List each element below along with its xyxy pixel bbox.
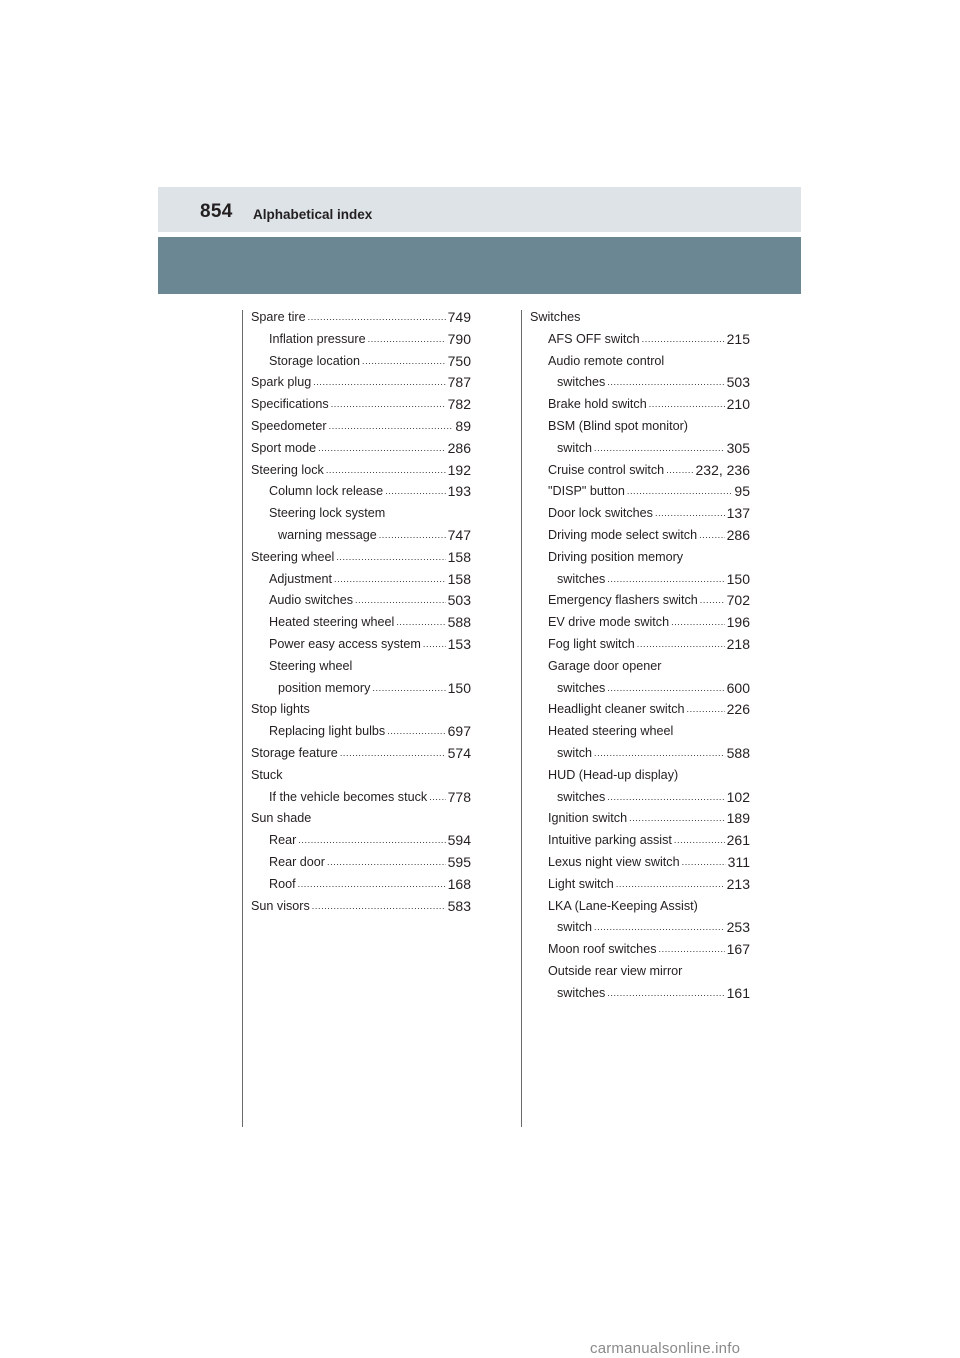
- leader-dots: [687, 699, 725, 721]
- index-entry: [251, 503, 471, 525]
- index-entry: [251, 634, 471, 656]
- entry-page-number: 595: [447, 853, 471, 870]
- entry-text: Audio switches: [269, 593, 353, 608]
- entry-text: LKA (Lane-Keeping Assist): [548, 898, 698, 913]
- index-entry: [530, 372, 750, 394]
- entry-text: Power easy access system: [269, 636, 421, 651]
- entry-text: Door lock switches: [548, 506, 653, 521]
- entry-text: Heated steering wheel: [548, 724, 674, 739]
- index-entry: [251, 830, 471, 852]
- entry-text: Sun shade: [251, 811, 312, 826]
- leader-dots: [423, 634, 446, 656]
- index-entry: [530, 961, 750, 983]
- entry-page-number: 167: [726, 941, 750, 958]
- entry-page-number: 311: [727, 853, 750, 870]
- entry-text: Brake hold switch: [548, 397, 647, 412]
- entry-text: Steering lock system: [269, 506, 386, 521]
- index-entry: [251, 765, 471, 787]
- entry-text: Emergency flashers switch: [548, 593, 698, 608]
- entry-text: Rear: [269, 833, 297, 848]
- index-entry: [530, 896, 750, 918]
- entry-page-number: 503: [726, 374, 750, 391]
- leader-dots: [298, 874, 446, 896]
- entry-page-number: 232, 236: [695, 461, 750, 478]
- leader-dots: [336, 547, 445, 569]
- entry-page-number: 137: [726, 505, 750, 522]
- index-entry: [251, 438, 471, 460]
- header-band: [158, 237, 801, 294]
- entry-text: Steering wheel: [269, 658, 353, 673]
- entry-page-number: 782: [447, 396, 471, 413]
- entry-text: Specifications: [251, 397, 329, 412]
- leader-dots: [379, 525, 446, 547]
- index-entry: [530, 547, 750, 569]
- index-entry: [530, 416, 750, 438]
- leader-dots: [372, 678, 445, 700]
- leader-dots: [329, 416, 454, 438]
- entry-text: position memory: [278, 680, 371, 695]
- leader-dots: [659, 939, 725, 961]
- entry-text: HUD (Head-up display): [548, 767, 679, 782]
- entry-text: Garage door opener: [548, 658, 662, 673]
- entry-page-number: 168: [447, 875, 471, 892]
- entry-page-number: 286: [447, 439, 471, 456]
- leader-dots: [385, 481, 446, 503]
- entry-text: Column lock release: [269, 484, 384, 499]
- leader-dots: [298, 830, 445, 852]
- section-title: Alphabetical index: [253, 207, 373, 222]
- index-entry: [251, 481, 471, 503]
- leader-dots: [308, 307, 446, 329]
- leader-dots: [671, 612, 725, 634]
- entry-text: Outside rear view mirror: [548, 963, 683, 978]
- entry-text: Storage feature: [251, 745, 338, 760]
- leader-dots: [368, 329, 446, 351]
- entry-page-number: 583: [447, 897, 471, 914]
- entry-page-number: 697: [447, 723, 471, 740]
- entry-page-number: 503: [447, 592, 471, 609]
- index-column-right: [530, 307, 750, 1005]
- entry-page-number: 150: [447, 679, 471, 696]
- index-entry: [530, 634, 750, 656]
- index-entry: [251, 852, 471, 874]
- entry-text: Inflation pressure: [269, 331, 366, 346]
- index-entry: [530, 329, 750, 351]
- index-entry: [251, 787, 471, 809]
- entry-page-number: 790: [447, 330, 471, 347]
- page-header: [158, 187, 801, 232]
- index-entry: [251, 329, 471, 351]
- index-entry: [251, 569, 471, 591]
- index-entry: [251, 678, 471, 700]
- leader-dots: [607, 983, 724, 1005]
- entry-text: Headlight cleaner switch: [548, 702, 685, 717]
- index-entry: [530, 307, 750, 329]
- index-entry: [251, 307, 471, 329]
- index-entry: [530, 460, 750, 482]
- entry-text: switch: [557, 745, 592, 760]
- entry-page-number: 210: [726, 396, 750, 413]
- entry-text: Switches: [530, 310, 581, 324]
- entry-page-number: 261: [726, 832, 750, 849]
- entry-text: Intuitive parking assist: [548, 833, 672, 848]
- entry-page-number: 749: [447, 309, 471, 325]
- entry-page-number: 196: [726, 614, 750, 631]
- entry-text: Adjustment: [269, 571, 332, 586]
- entry-text: Sport mode: [251, 440, 317, 455]
- index-entry: [530, 351, 750, 373]
- entry-page-number: 226: [726, 701, 750, 718]
- leader-dots: [629, 808, 725, 830]
- entry-text: If the vehicle becomes stuck: [269, 789, 428, 804]
- index-entry: [530, 983, 750, 1005]
- entry-page-number: 95: [734, 483, 750, 500]
- entry-page-number: 747: [447, 526, 471, 543]
- index-entry: [530, 917, 750, 939]
- page-number: 854: [200, 201, 233, 222]
- leader-dots: [666, 460, 693, 482]
- index-entry: [530, 830, 750, 852]
- leader-dots: [607, 787, 724, 809]
- index-entry: [530, 765, 750, 787]
- entry-text: EV drive mode switch: [548, 615, 670, 630]
- index-entry: [530, 808, 750, 830]
- entry-page-number: 253: [726, 919, 750, 936]
- entry-text: Ignition switch: [548, 811, 628, 826]
- leader-dots: [655, 503, 725, 525]
- entry-text: Steering wheel: [251, 549, 335, 564]
- entry-page-number: 305: [726, 439, 750, 456]
- index-entry: [530, 787, 750, 809]
- index-entry: [530, 503, 750, 525]
- entry-text: Driving mode select switch: [548, 527, 698, 542]
- entry-text: Heated steering wheel: [269, 615, 395, 630]
- entry-text: Light switch: [548, 876, 614, 891]
- entry-text: Steering lock: [251, 462, 324, 477]
- index-column-left: [251, 307, 471, 917]
- entry-text: Speedometer: [251, 418, 327, 433]
- index-entry: [251, 721, 471, 743]
- column-divider-right: [521, 310, 522, 1127]
- entry-page-number: 215: [726, 330, 750, 347]
- entry-text: Rear door: [269, 854, 326, 869]
- index-entry: [251, 743, 471, 765]
- entry-text: Moon roof switches: [548, 942, 657, 957]
- entry-text: switch: [557, 440, 592, 455]
- index-entry: [530, 612, 750, 634]
- entry-page-number: 702: [726, 592, 750, 609]
- leader-dots: [627, 481, 733, 503]
- entry-text: switches: [557, 375, 606, 390]
- entry-page-number: 89: [455, 417, 471, 434]
- column-divider-left: [242, 310, 243, 1127]
- index-entry: [530, 939, 750, 961]
- entry-page-number: 286: [726, 526, 750, 543]
- index-entry: [530, 525, 750, 547]
- entry-page-number: 588: [447, 614, 471, 631]
- entry-page-number: 158: [447, 548, 471, 565]
- index-entry: [251, 351, 471, 373]
- entry-text: switches: [557, 985, 606, 1000]
- entry-text: Storage location: [269, 353, 361, 368]
- entry-text: Driving position memory: [548, 549, 684, 564]
- entry-text: Audio remote control: [548, 353, 665, 368]
- index-entry: [530, 699, 750, 721]
- index-entry: [251, 656, 471, 678]
- index-entry: [251, 416, 471, 438]
- index-entry: [251, 590, 471, 612]
- leader-dots: [331, 394, 446, 416]
- entry-page-number: 750: [447, 352, 471, 369]
- entry-text: AFS OFF switch: [548, 331, 640, 346]
- entry-page-number: 594: [447, 832, 471, 849]
- index-entry: [530, 656, 750, 678]
- leader-dots: [616, 874, 725, 896]
- footer-watermark: carmanualsonline.info: [590, 1340, 741, 1357]
- entry-page-number: 158: [447, 570, 471, 587]
- index-entry: [251, 460, 471, 482]
- entry-page-number: 150: [726, 570, 750, 587]
- entry-text: Cruise control switch: [548, 462, 665, 477]
- index-entry: [530, 590, 750, 612]
- leader-dots: [700, 590, 725, 612]
- index-entry: [251, 547, 471, 569]
- entry-page-number: 574: [447, 744, 471, 761]
- entry-text: Stop lights: [251, 702, 310, 717]
- entry-page-number: 161: [726, 984, 750, 1001]
- leader-dots: [396, 612, 445, 634]
- leader-dots: [594, 438, 725, 460]
- entry-page-number: 787: [447, 374, 471, 391]
- leader-dots: [327, 852, 446, 874]
- entry-text: Spare tire: [251, 310, 306, 324]
- leader-dots: [326, 460, 446, 482]
- index-entry: [530, 394, 750, 416]
- index-entry: [530, 721, 750, 743]
- leader-dots: [637, 634, 725, 656]
- index-entry: [530, 569, 750, 591]
- entry-page-number: 600: [726, 679, 750, 696]
- entry-text: switch: [557, 920, 592, 935]
- entry-text: warning message: [278, 527, 377, 542]
- index-entry: [251, 874, 471, 896]
- index-entry: [251, 699, 471, 721]
- index-entry: [251, 525, 471, 547]
- leader-dots: [642, 329, 725, 351]
- entry-page-number: 189: [726, 810, 750, 827]
- leader-dots: [340, 743, 446, 765]
- leader-dots: [362, 351, 446, 373]
- index-entry: [251, 372, 471, 394]
- index-entry: [251, 808, 471, 830]
- leader-dots: [387, 721, 445, 743]
- entry-text: Fog light switch: [548, 636, 635, 651]
- index-entry: [530, 481, 750, 503]
- entry-text: Sun visors: [251, 898, 310, 913]
- leader-dots: [334, 569, 446, 591]
- entry-text: Roof: [269, 876, 296, 891]
- index-entry: [530, 874, 750, 896]
- leader-dots: [312, 896, 446, 918]
- index-entry: [251, 394, 471, 416]
- entry-text: Spark plug: [251, 375, 312, 390]
- leader-dots: [649, 394, 725, 416]
- leader-dots: [674, 830, 725, 852]
- leader-dots: [594, 917, 725, 939]
- leader-dots: [607, 678, 724, 700]
- index-entry: [530, 852, 750, 874]
- entry-page-number: 213: [726, 875, 750, 892]
- leader-dots: [355, 590, 446, 612]
- index-entry: [530, 438, 750, 460]
- leader-dots: [594, 743, 725, 765]
- leader-dots: [699, 525, 725, 547]
- entry-page-number: 588: [726, 744, 750, 761]
- entry-page-number: 192: [447, 461, 471, 478]
- entry-text: switches: [557, 789, 606, 804]
- index-entry: [530, 678, 750, 700]
- entry-text: switches: [557, 571, 606, 586]
- leader-dots: [313, 372, 445, 394]
- entry-page-number: 102: [726, 788, 750, 805]
- index-entry: [251, 896, 471, 918]
- entry-text: switches: [557, 680, 606, 695]
- leader-dots: [607, 372, 724, 394]
- index-entry: [530, 743, 750, 765]
- entry-page-number: 778: [447, 788, 471, 805]
- leader-dots: [429, 787, 445, 809]
- leader-dots: [607, 569, 724, 591]
- entry-page-number: 153: [447, 635, 471, 652]
- entry-text: Stuck: [251, 767, 283, 782]
- entry-page-number: 218: [726, 635, 750, 652]
- entry-text: BSM (Blind spot monitor): [548, 418, 688, 433]
- entry-text: "DISP" button: [548, 484, 625, 499]
- entry-text: Lexus night view switch: [548, 854, 680, 869]
- entry-text: Replacing light bulbs: [269, 724, 386, 739]
- index-entry: [251, 612, 471, 634]
- entry-page-number: 193: [447, 483, 471, 500]
- leader-dots: [318, 438, 446, 460]
- leader-dots: [682, 852, 726, 874]
